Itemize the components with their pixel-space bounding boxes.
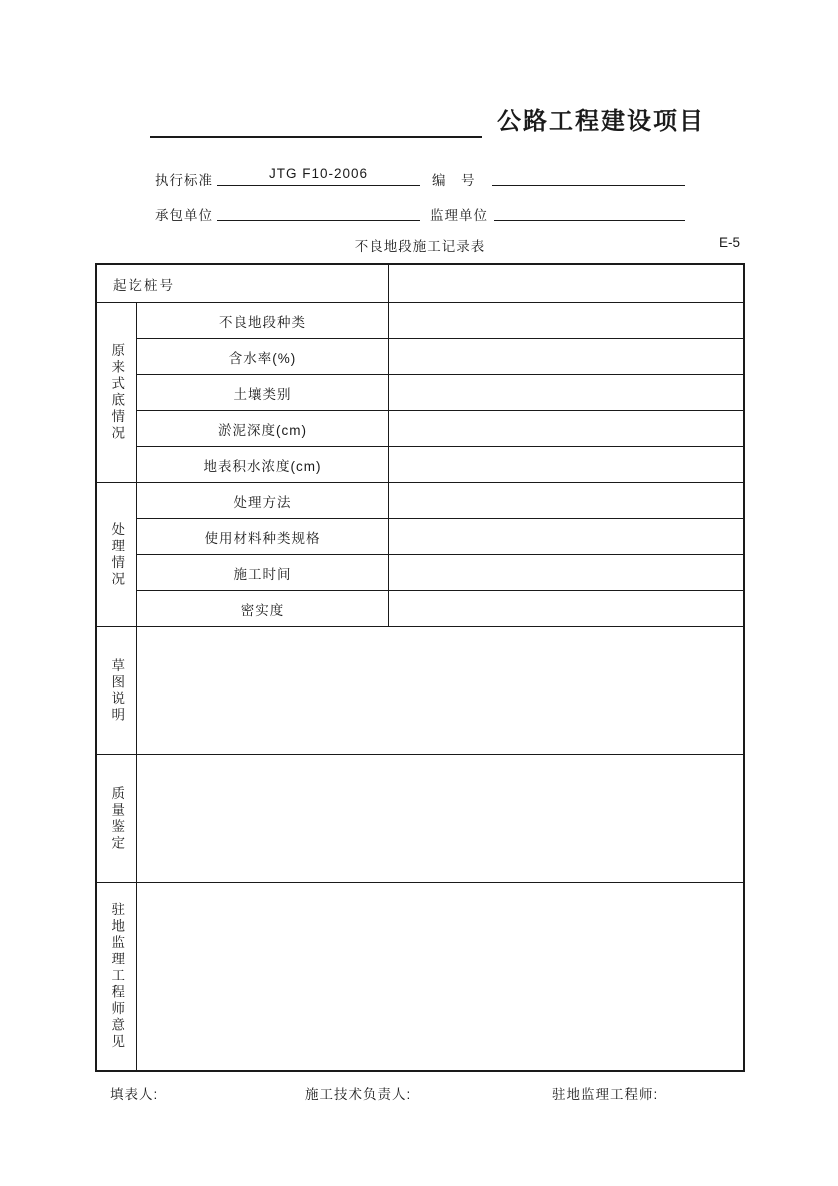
section-quality-appraisal [97, 754, 743, 882]
contractor-label: 承包单位 [155, 208, 213, 223]
supervisor-value-field [494, 201, 685, 221]
section-label-quality-appraisal: 质量鉴定 [109, 785, 125, 852]
standard-value-field: JTG F10-2006 [217, 166, 420, 186]
footer-resident-engineer-label: 驻地监理工程师: [552, 1087, 659, 1102]
row-value-cell [388, 555, 743, 590]
row-value-cell [388, 339, 743, 374]
row-label-water-content: 含水率(%) [228, 350, 297, 366]
section-treatment [97, 482, 743, 626]
row-label-material-spec: 使用材料种类规格 [204, 530, 321, 546]
number-label: 编 号 [432, 173, 476, 188]
section-sketch-notes [97, 626, 743, 754]
row-label-construction-time: 施工时间 [233, 566, 292, 582]
table-row [137, 446, 743, 482]
contractor-value-field [217, 201, 420, 221]
section-engineer-opinion [97, 882, 743, 1070]
form-code: E-5 [719, 235, 741, 250]
table-row [137, 303, 743, 338]
row-label-silt-depth: 淤泥深度(cm) [218, 422, 307, 438]
table-row [137, 590, 743, 626]
table-row [137, 374, 743, 410]
footer-filler-label: 填表人: [110, 1087, 159, 1102]
project-name-blank-line [150, 136, 482, 138]
stake-value-cell [388, 265, 743, 302]
row-value-cell [388, 591, 743, 626]
table-row [137, 518, 743, 554]
supervisor-label: 监理单位 [430, 208, 488, 223]
row-value-cell [388, 303, 743, 338]
section-label-original-condition: 原来式底情况 [109, 343, 125, 442]
row-value-cell [388, 519, 743, 554]
table-title: 不良地段施工记录表 [354, 239, 486, 254]
row-value-cell [388, 375, 743, 410]
row-value-cell [388, 447, 743, 482]
section-label-treatment: 处理情况 [109, 521, 125, 588]
row-value-cell [388, 411, 743, 446]
standard-label: 执行标准 [155, 173, 213, 188]
row-label-soil-type: 土壤类别 [233, 386, 292, 402]
footer-tech-manager-label: 施工技术负责人: [305, 1087, 412, 1102]
record-table [95, 263, 745, 1072]
table-row [137, 554, 743, 590]
table-row [137, 338, 743, 374]
section-label-sketch-notes: 草图说明 [109, 657, 125, 724]
row-label-bad-section-type: 不良地段种类 [219, 314, 306, 330]
section-original-condition [97, 302, 743, 482]
row-label-surface-water: 地表积水浓度(cm) [203, 458, 322, 474]
quality-appraisal-cell [137, 755, 743, 882]
sketch-notes-cell [137, 627, 743, 754]
row-label-compactness: 密实度 [240, 602, 285, 618]
page-title: 公路工程建设项目 [497, 108, 705, 135]
section-label-engineer-opinion: 驻地监理工程师意见 [109, 902, 125, 1051]
table-row [137, 483, 743, 518]
number-value-field [492, 166, 685, 186]
row-value-cell [388, 483, 743, 518]
row-label-treatment-method: 处理方法 [233, 494, 292, 510]
stake-label: 起讫桩号 [113, 277, 175, 293]
table-row-stake [97, 265, 743, 302]
engineer-opinion-cell [137, 883, 743, 1070]
table-row [137, 410, 743, 446]
